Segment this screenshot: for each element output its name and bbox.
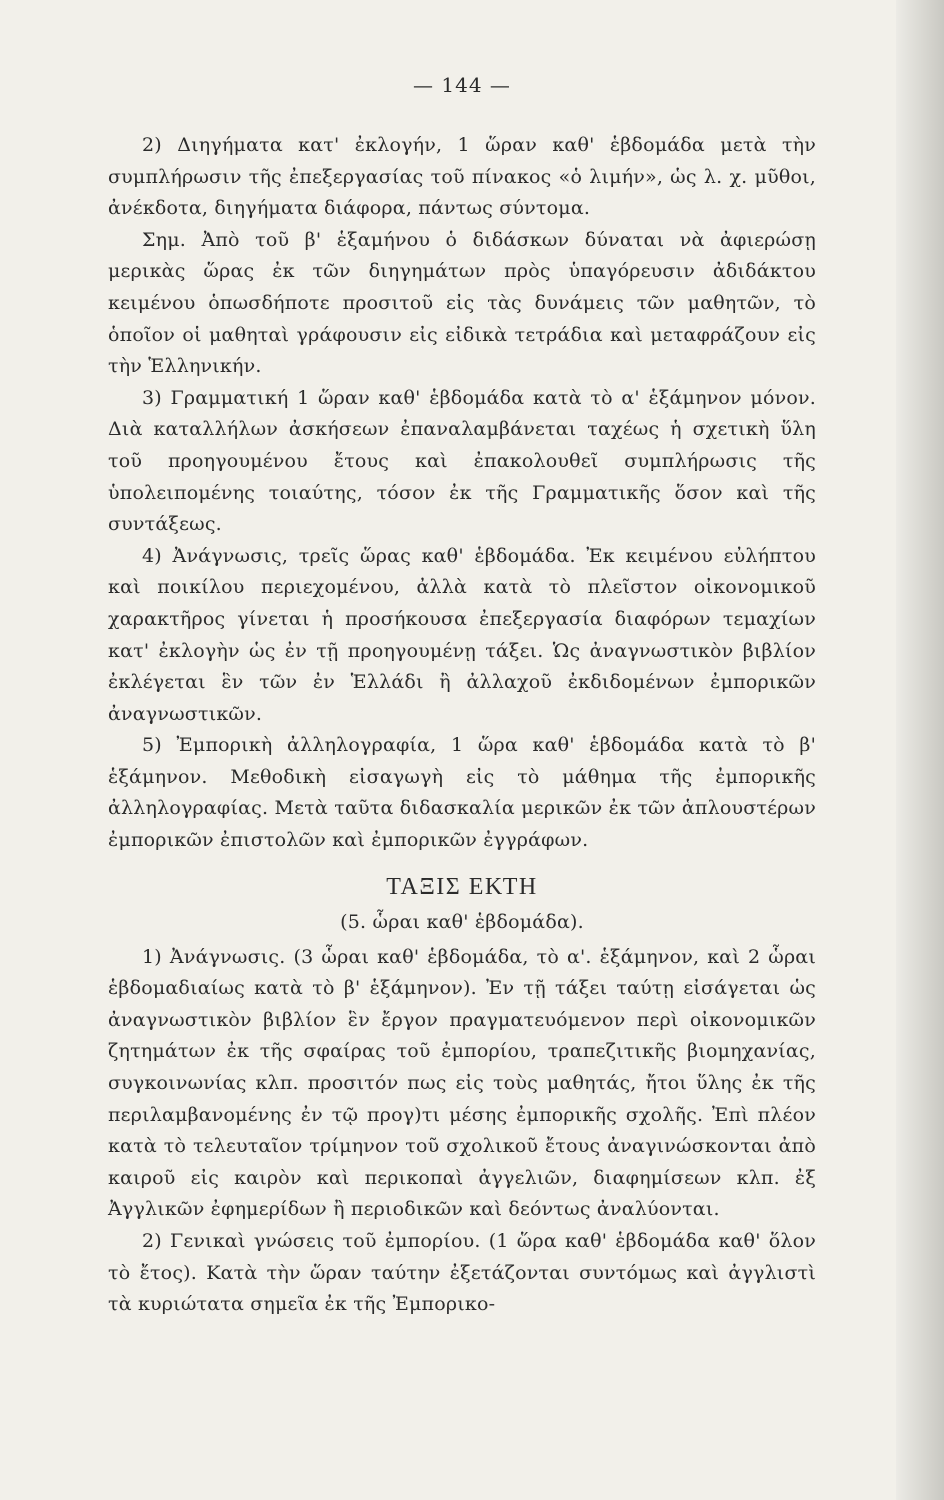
paragraph-correspondence: 5) Ἐμπορικὴ ἀλληλογραφία, 1 ὥρα καθ' ἑβδομάδα κατὰ τὸ β' ἑξάμηνον. Μεθοδικὴ εἰσαγωγὴ εἰς τὸ μάθημα τῆς ἐμπορικῆς ἀλληλογραφίας. Μετὰ ταῦτα διδασκαλία μερικῶν ἐκ τῶν ἁπλουστέρων ἐμπορικῶν ἐπιστολῶν καὶ ἐμπορικῶν ἐγγράφων.: [108, 734, 816, 852]
paragraph-sixth-reading: 1) Ἀνάγνωσις. (3 ὧραι καθ' ἑβδομάδα, τὸ α'. ἑξάμηνον, καὶ 2 ὧραι ἑβδομαδιαίως κατὰ τὸ β' ἑξάμηνον). Ἐν τῇ τάξει ταύτῃ εἰσάγεται ὡς ἀναγνωστικὸν βιβλίον ἓν ἔργον πραγματευόμενον περὶ οἰκονομικῶν ζητημάτων ἐκ τῆς σφαίρας τοῦ ἐμπορίου, τραπεζιτικῆς βιομηχανίας, συγκοινωνίας κλπ. προσιτόν πως εἰς τοὺς μαθητάς, ἤτοι ὕλης ἐκ τῆς περιλαμβανομένης ἐν τῷ προγ)τι μέσης ἐμπορικῆς σχολῆς. Ἐπὶ πλέον κατὰ τὸ τελευταῖον τρίμηνον τοῦ σχολικοῦ ἔτους ἀναγινώσκονται ἀπὸ καιροῦ εἰς καιρὸν καὶ περικοπαὶ ἀγγελιῶν, διαφημίσεων κλπ. ἐξ Ἀγγλικῶν ἐφημερίδων ἢ περιοδικῶν καὶ δεόντως ἀναλύονται.: [108, 945, 816, 1221]
section-title: ΤΑΞΙΣ ΕΚΤΗ: [386, 873, 538, 900]
paragraph-commerce-knowledge: 2) Γενικαὶ γνώσεις τοῦ ἐμπορίου. (1 ὥρα καθ' ἑβδομάδα καθ' ὅλον τὸ ἔτος). Κατὰ τὴν ὥραν ταύτην ἐξετάζονται συντόμως καὶ ἀγγλιστὶ τὰ κυριώτατα σημεῖα ἐκ τῆς Ἐμπορικο-: [108, 1230, 816, 1316]
paragraph-note: Σημ. Ἀπὸ τοῦ β' ἑξαμήνου ὁ διδάσκων δύναται νὰ ἀφιερώσῃ μερικὰς ὥρας ἐκ τῶν διηγημάτων πρὸς ὑπαγόρευσιν ἀδιδάκτου κειμένου ὁπωσδήποτε προσιτοῦ εἰς τὰς δυνάμεις τῶν μαθητῶν, τὸ ὁποῖον οἱ μαθηταὶ γράφουσιν εἰς εἰδικὰ τετράδια καὶ μεταφράζουν εἰς τὴν Ἑλληνικήν.: [108, 228, 816, 378]
page-edge-shadow: [896, 0, 944, 1500]
section-subtitle: (5. ὧραι καθ' ἑβδομάδα).: [340, 910, 584, 933]
page-number: — 144 —: [413, 73, 511, 97]
book-page: [108, 72, 816, 1321]
paragraph-reading: 4) Ἀνάγνωσις, τρεῖς ὥρας καθ' ἑβδομάδα. Ἐκ κειμένου εὐλήπτου καὶ ποικίλου περιεχομένου, ἀλλὰ κατὰ τὸ πλεῖστον οἰκονομικοῦ χαρακτῆρος γίνεται ἡ προσήκουσα ἐπεξεργασία διαφόρων τεμαχίων κατ' ἐκλογὴν ὡς ἐν τῇ προηγουμένῃ τάξει. Ὡς ἀναγνωστικὸν βιβλίον ἐκλέγεται ἓν τῶν ἐν Ἑλλάδι ἢ ἀλλαχοῦ ἐκδιδομένων ἐμπορικῶν ἀναγνωστικῶν.: [108, 544, 816, 725]
paragraph-grammar: 3) Γραμματική 1 ὥραν καθ' ἑβδομάδα κατὰ τὸ α' ἑξάμηνον μόνον. Διὰ καταλλήλων ἀσκήσεων ἐπαναλαμβάνεται ταχέως ἡ σχετικὴ ὕλη τοῦ προηγουμένου ἔτους καὶ ἐπακολουθεῖ συμπλήρωσις τῆς ὑπολειπομένης τοιαύτης, τόσον ἐκ τῆς Γραμματικῆς ὅσον καὶ τῆς συντάξεως.: [108, 386, 816, 536]
paragraph-narratives: 2) Διηγήματα κατ' ἐκλογήν, 1 ὥραν καθ' ἑβδομάδα μετὰ τὴν συμπλήρωσιν τῆς ἐπεξεργασίας τοῦ πίνακος «ὁ λιμήν», ὡς λ. χ. μῦθοι, ἀνέκδοτα, διηγήματα διάφορα, πάντως σύντομα.: [108, 134, 816, 220]
